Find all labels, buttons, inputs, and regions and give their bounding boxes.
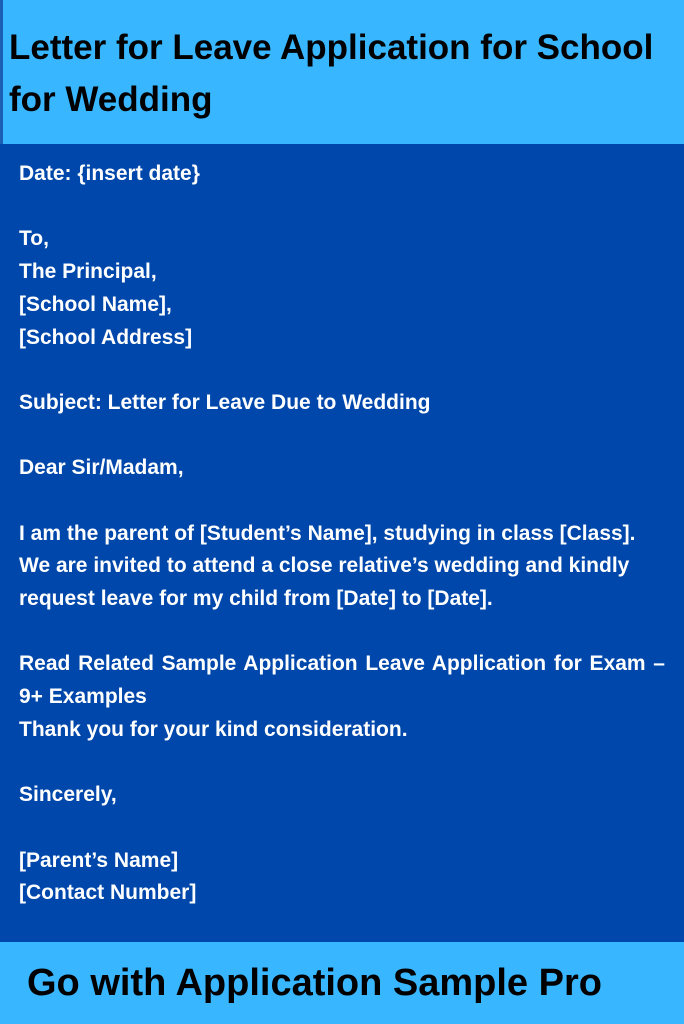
- letter-recipient: The Principal,: [19, 260, 157, 284]
- page-title: Letter for Leave Application for School for Wedding: [9, 28, 654, 119]
- spacer: [19, 420, 665, 453]
- letter-school-name: [School Name],: [19, 292, 172, 316]
- footer-banner: [0, 942, 684, 1024]
- letter-subject: Subject: Letter for Leave Due to Wedding: [19, 390, 431, 414]
- spacer: [19, 747, 665, 780]
- letter-school-address: [School Address]: [19, 325, 193, 349]
- letter-body-paragraph: I am the parent of [Student’s Name], studying in class [Class]. We are invited to attend a close relative’s wedding and kindly request leave for my child from [Date] to [Date].: [19, 521, 636, 611]
- letter-thanks: Thank you for your kind consideration.: [19, 717, 408, 741]
- title-banner: [0, 0, 684, 144]
- footer-brand: Go with Application Sample Pro: [27, 962, 602, 1004]
- letter-contact-number: [Contact Number]: [19, 881, 197, 905]
- letter-date: Date: {insert date}: [19, 162, 200, 185]
- spacer: [19, 616, 665, 649]
- letter-body: [19, 158, 665, 910]
- spacer: [19, 812, 665, 845]
- spacer: [19, 354, 665, 387]
- spacer: [19, 485, 665, 518]
- letter-closing: Sincerely,: [19, 783, 117, 807]
- related-application-link[interactable]: Read Related Sample Application Leave Application for Exam – 9+ Examples: [19, 652, 665, 709]
- letter-salutation: Dear Sir/Madam,: [19, 456, 184, 480]
- letter-parent-name: [Parent’s Name]: [19, 848, 179, 872]
- letter-to: To,: [19, 227, 49, 251]
- spacer: [19, 191, 665, 224]
